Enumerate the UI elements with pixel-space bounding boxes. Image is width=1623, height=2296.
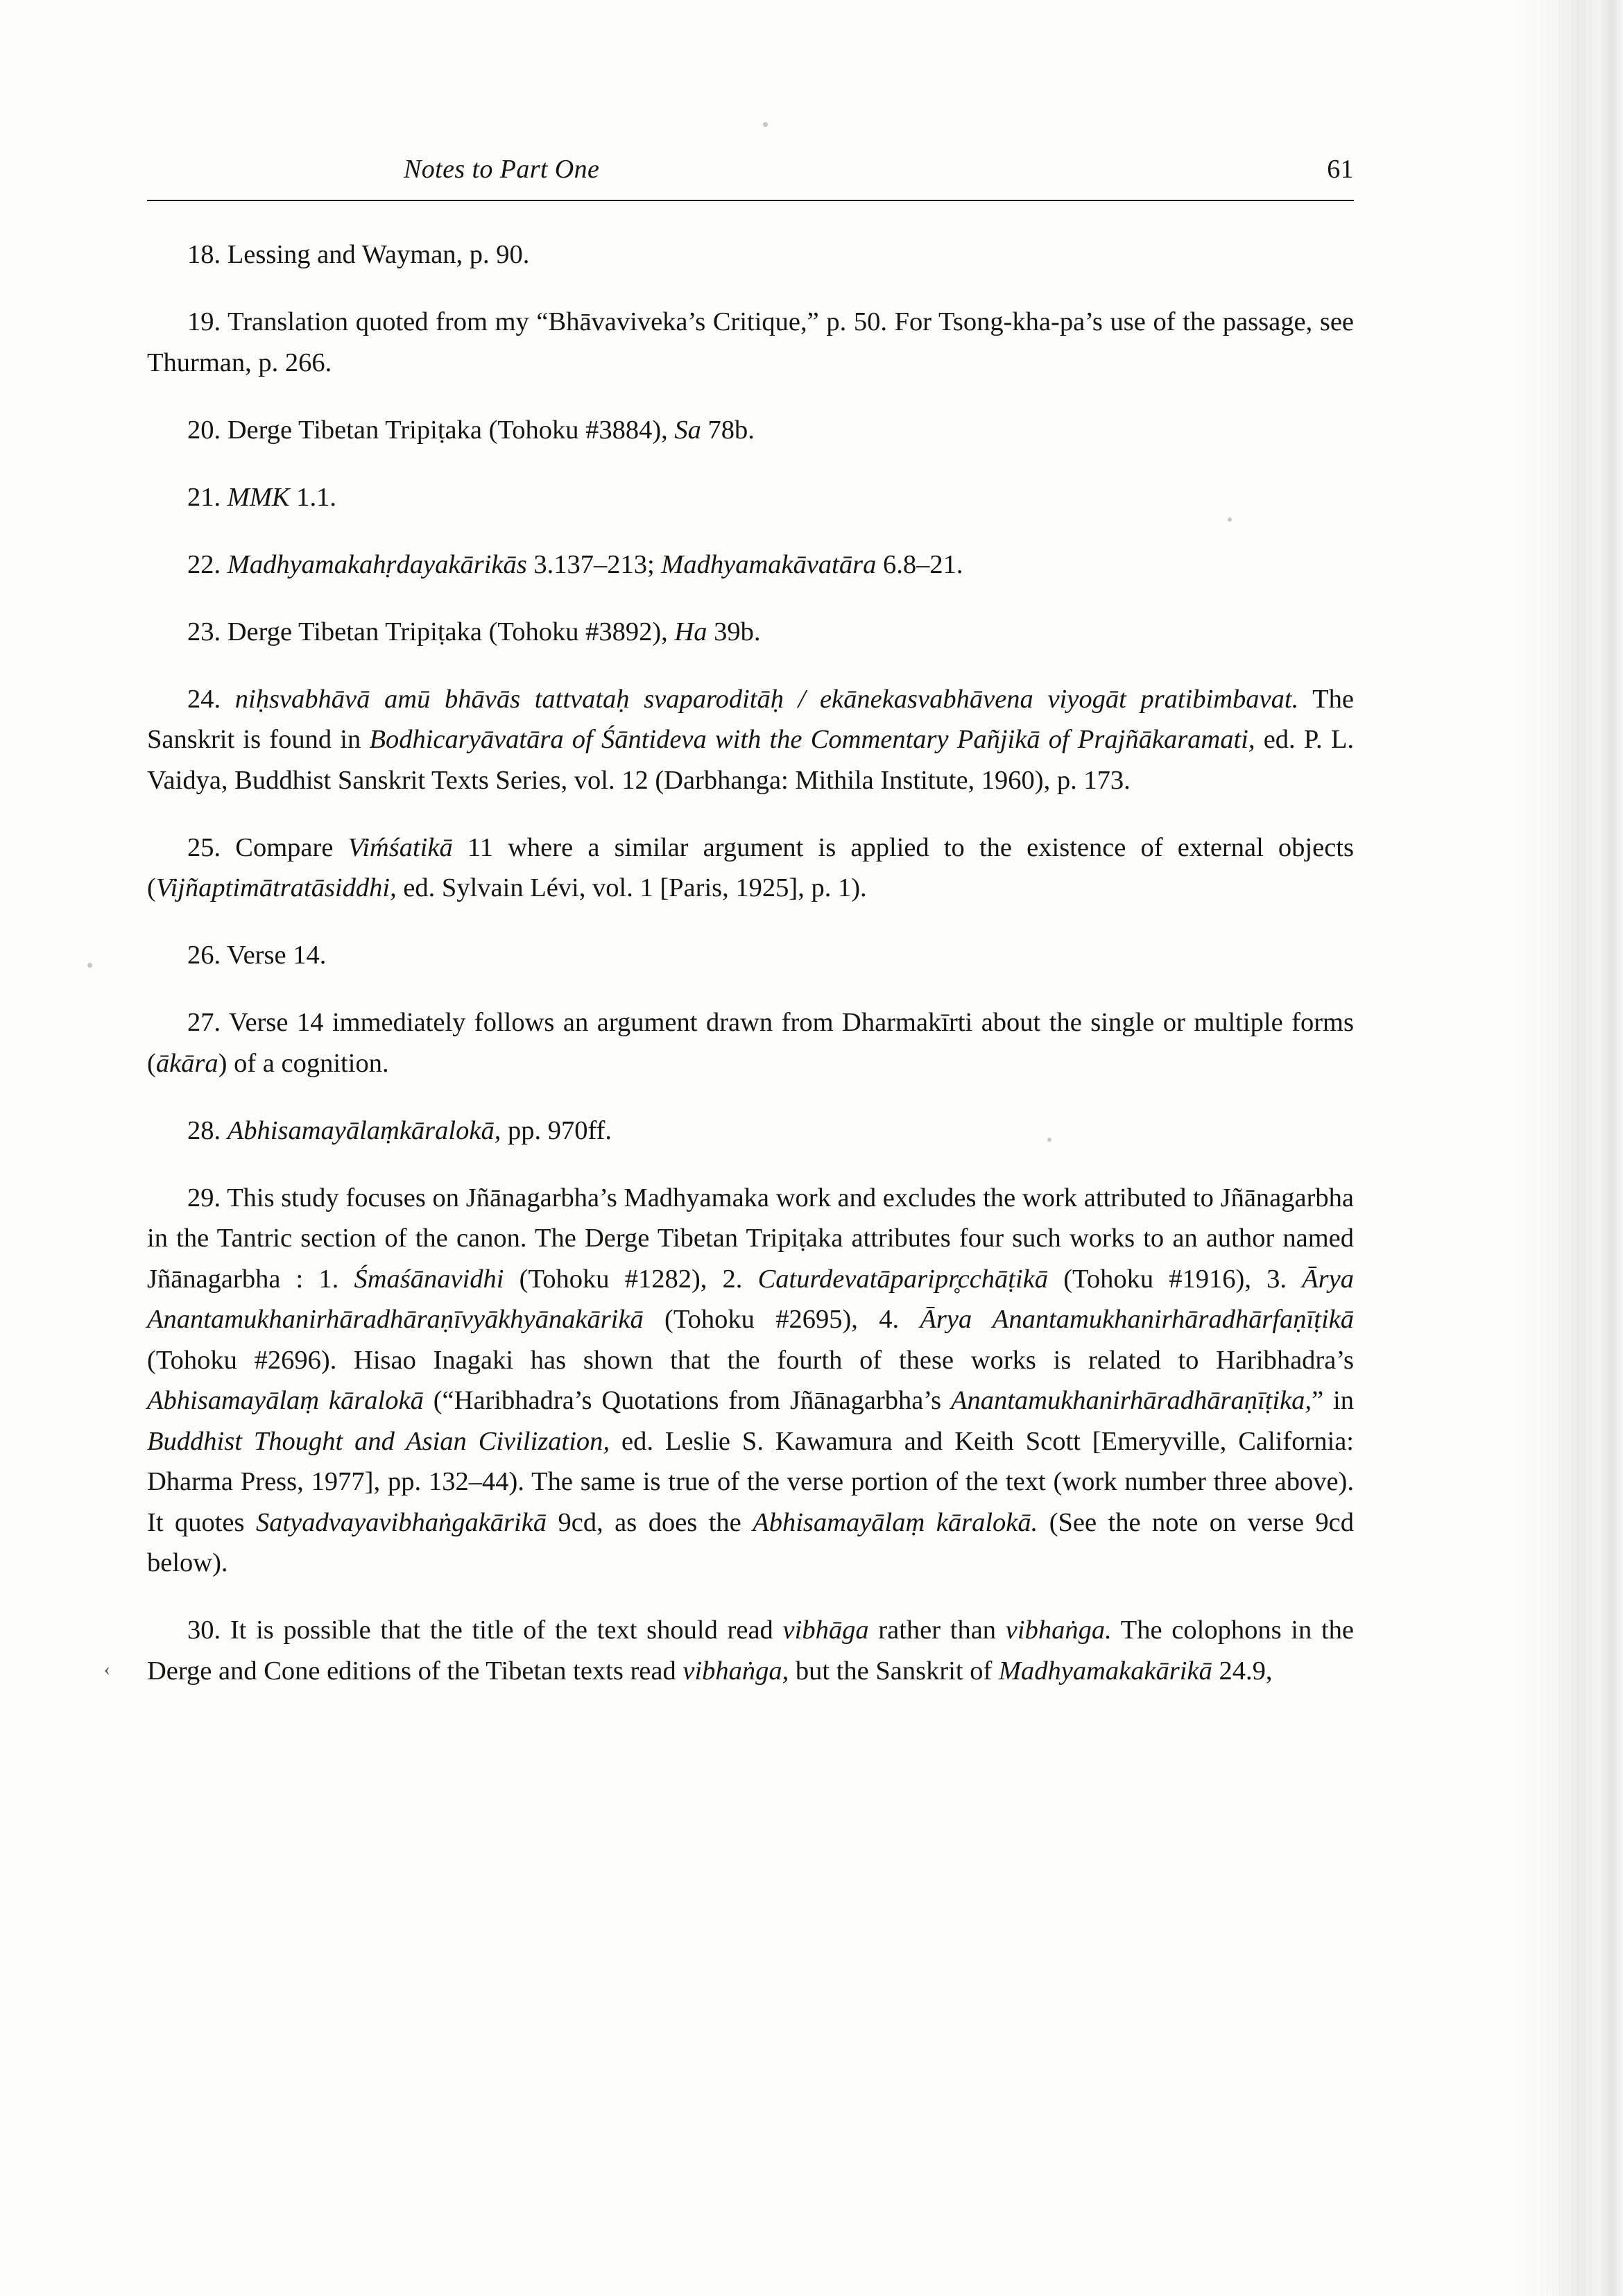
endnote-number: 19. <box>187 307 221 337</box>
endnote-number: 21. <box>187 482 221 512</box>
endnote-text: Translation quoted from my “Bhāvaviveka’s Critique,” p. 50. For Tsong-kha-pa’s use of the passage, see Thurman, p. 266. <box>147 307 1354 377</box>
endnote-paragraph <box>147 1002 1354 1083</box>
page-content <box>147 154 1354 1712</box>
endnote-number: 23. <box>187 617 221 646</box>
endnote-text: Abhisamayālaṃkāralokā, pp. 970ff. <box>227 1115 612 1145</box>
endnote-paragraph <box>147 545 1354 585</box>
endnote-text: Derge Tibetan Tripiṭaka (Tohoku #3892), Ha 39b. <box>221 617 761 646</box>
endnote-paragraph <box>147 410 1354 451</box>
margin-mark: ‹ <box>104 1659 110 1679</box>
scan-speck <box>1228 517 1232 522</box>
endnote-paragraph <box>147 1610 1354 1691</box>
endnote-text: It is possible that the title of the text should read vibhāga rather than vibhaṅga. The colophons in the Derge and Cone editions of the Tibetan texts read vibhaṅga, but the Sanskrit of Madhyamakakārikā 24.9, <box>147 1616 1354 1686</box>
endnote-number: 22. <box>187 549 221 579</box>
scan-speck <box>1047 1138 1051 1142</box>
endnote-paragraph <box>147 828 1354 909</box>
endnote-number: 29. <box>187 1183 221 1213</box>
endnote-text: Verse 14 immediately follows an argument drawn from Dharmakīrti about the single or multiple forms (ākāra) of a cognition. <box>147 1008 1354 1078</box>
endnote-paragraph <box>147 477 1354 518</box>
scan-gutter-lines <box>1534 0 1617 2296</box>
endnote-number: 18. <box>187 240 221 269</box>
endnote-text: niḥsvabhāvā amū bhāvās tattvataḥ svaparoditāḥ / ekānekasvabhāvena viyogāt pratibimbavat. The Sanskrit is found in Bodhicaryāvatāra of Śāntideva with the Commentary Pañjikā of Prajñākaramati, ed. P. L. Vaidya, Buddhist Sanskrit Texts Series, vol. 12 (Darbhanga: Mithila Institute, 1960), p. 173. <box>147 684 1355 795</box>
running-head <box>147 154 1354 185</box>
scan-gutter-shading <box>1512 0 1623 2296</box>
endnote-text: MMK 1.1. <box>227 482 336 512</box>
endnote-number: 30. <box>187 1616 221 1645</box>
scan-speck <box>87 963 92 968</box>
page-number: 61 <box>1327 155 1354 184</box>
endnote-text: Verse 14. <box>221 941 327 970</box>
endnote-number: 25. <box>187 832 221 862</box>
endnote-paragraph <box>147 234 1354 275</box>
endnotes-list <box>147 234 1354 1691</box>
scan-speck <box>763 122 768 127</box>
endnote-paragraph <box>147 679 1354 801</box>
endnote-paragraph <box>147 1111 1354 1151</box>
endnote-number: 28. <box>187 1115 221 1145</box>
endnote-text: This study focuses on Jñānagarbha’s Madhyamaka work and excludes the work attributed to Jñānagarbha in the Tantric section of the canon. The Derge Tibetan Tripiṭaka attributes four such works to an author named Jñānagarbha : 1. Śmaśānavidhi (Tohoku #1282), 2. Caturdevatāparipr̥cchāṭikā (Tohoku #1916), 3. Ārya Anantamukhanirhāradhāraṇīvyākhyānakārikā (Tohoku #2695), 4. Ārya Anantamukhanirhāradhārfaṇīṭikā (Tohoku #2696). Hisao Inagaki has shown that the fourth of these works is related to Haribhadra’s Abhisamayālaṃ kāralokā (“Haribhadra’s Quotations from Jñānagarbha’s Anantamukhanirhāradhāraṇīṭika,” in Buddhist Thought and Asian Civilization, ed. Leslie S. Kawamura and Keith Scott [Emeryville, California: Dharma Press, 1977], pp. 132–44). The same is true of the verse portion of the text (work number three above). It quotes Satyadvayavibhaṅgakārikā 9cd, as does the Abhisamayālaṃ kāralokā. (See the note on verse 9cd below). <box>147 1183 1355 1578</box>
endnote-text: Derge Tibetan Tripiṭaka (Tohoku #3884), Sa 78b. <box>221 415 755 445</box>
endnote-text: Compare Viḿśatikā 11 where a similar argument is applied to the existence of external objects (Vijñaptimātratāsiddhi, ed. Sylvain Lévi, vol. 1 [Paris, 1925], p. 1). <box>147 832 1354 903</box>
endnote-paragraph <box>147 935 1354 976</box>
endnote-paragraph <box>147 612 1354 653</box>
running-head-title: Notes to Part One <box>404 155 600 184</box>
endnote-number: 20. <box>187 415 221 445</box>
endnote-paragraph <box>147 1178 1354 1584</box>
endnote-text: Lessing and Wayman, p. 90. <box>221 240 530 269</box>
endnote-number: 24. <box>187 684 221 714</box>
endnote-text: Madhyamakahṛdayakārikās 3.137–213; Madhyamakāvatāra 6.8–21. <box>227 549 963 579</box>
endnote-paragraph <box>147 302 1354 383</box>
endnote-number: 27. <box>187 1008 221 1038</box>
endnote-number: 26. <box>187 941 221 970</box>
header-rule <box>147 200 1354 201</box>
